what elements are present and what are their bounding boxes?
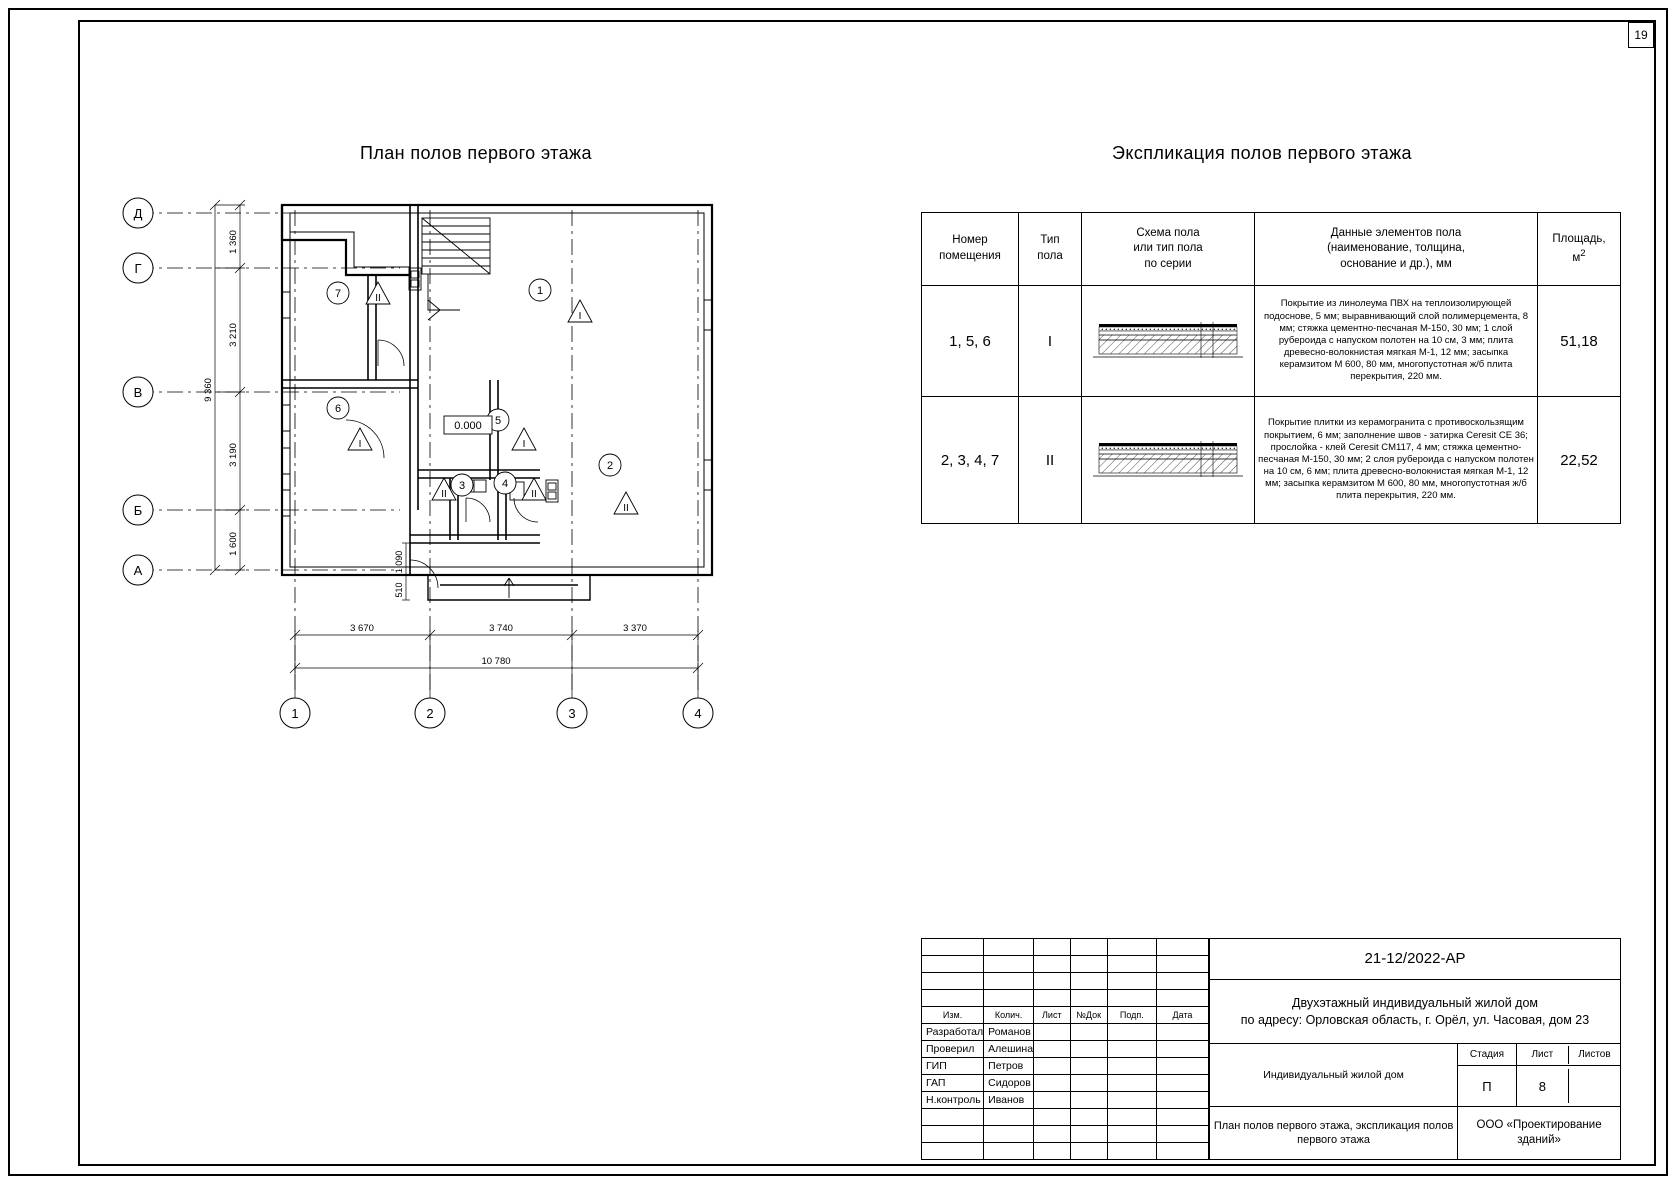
stamp-name-2: Петров xyxy=(984,1058,1034,1075)
svg-text:Г: Г xyxy=(134,261,142,276)
plan-title: План полов первого этажа xyxy=(360,143,592,163)
header-floor-data-l3: основание и др.), мм xyxy=(1340,257,1452,270)
stamp-col-kolich: Колич. xyxy=(984,1007,1034,1024)
company-name xyxy=(1458,1107,1621,1160)
svg-text:А: А xyxy=(133,563,143,578)
object-description-l2: по адресу: Орловская область, г. Орёл, ул. Часовая, дом 23 xyxy=(1240,1012,1590,1027)
stamp-role-0: Разработал xyxy=(922,1024,984,1041)
svg-text:1: 1 xyxy=(536,285,544,297)
title-block-left-grid xyxy=(921,938,1209,1160)
header-floor-type xyxy=(1019,213,1082,286)
header-floor-scheme xyxy=(1082,213,1255,286)
stamp-role-row xyxy=(922,1058,1209,1075)
svg-text:1: 1 xyxy=(291,706,299,721)
page-number-box: 19 xyxy=(1628,22,1654,48)
company-name-l1: ООО «Проектирование xyxy=(1476,1119,1602,1132)
svg-text:II: II xyxy=(375,293,381,304)
cell-floor-scheme xyxy=(1082,286,1255,397)
list-values xyxy=(1516,1066,1620,1107)
header-floor-data-l1: Данные элементов пола xyxy=(1330,226,1462,239)
svg-text:I: I xyxy=(522,439,526,450)
header-floor-type-l2: пола xyxy=(1037,250,1063,262)
object-description xyxy=(1210,979,1621,1043)
building-name: Индивидуальный жилой дом xyxy=(1210,1044,1458,1107)
header-floor-data-l2: (наименование, толщина, xyxy=(1327,242,1465,255)
svg-text:510: 510 xyxy=(394,582,404,598)
header-floor-type-l1: Тип xyxy=(1040,234,1060,247)
list-value: 8 xyxy=(1517,1069,1569,1103)
svg-text:II: II xyxy=(531,489,537,500)
stamp-role-row xyxy=(922,1075,1209,1092)
project-code-row xyxy=(1210,939,1621,980)
svg-text:3 210: 3 210 xyxy=(228,323,239,347)
svg-text:1 090: 1 090 xyxy=(394,550,404,574)
project-code: 21-12/2022-АР xyxy=(1210,939,1621,980)
stage-value: П xyxy=(1458,1066,1517,1107)
sheet-name-row xyxy=(1210,1107,1621,1160)
cell-room-numbers: 2, 3, 4, 7 xyxy=(922,397,1019,524)
header-floor-scheme-l2: или тип пола xyxy=(1133,242,1203,255)
cell-floor-scheme xyxy=(1082,397,1255,524)
stamp-empty-row xyxy=(922,956,1209,973)
svg-text:В: В xyxy=(133,385,143,400)
svg-text:II: II xyxy=(441,489,447,500)
stamp-col-ndok: №Док xyxy=(1070,1007,1107,1024)
svg-text:5: 5 xyxy=(494,415,502,427)
header-room-number xyxy=(922,213,1019,286)
stamp-empty-row xyxy=(922,990,1209,1007)
stamp-name-0: Романов xyxy=(984,1024,1034,1041)
cell-floor-data: Покрытие плитки из керамогранита с противоскользящим покрытием, 6 мм; заполнение швов - затирка Ceresit CE 36; прослойка - клей Ceresit CM117, 4 мм; стяжка цементно-песчаная М-150, 30 мм; 2 слоя рубероида с напуском полотен на 10 см, 6 мм; плита древесно-волокнистая мягкая М-1, 12 мм; засыпка керамзитом М 600, 80 мм, многопустотная ж/б плита перекрытия, 220 мм. xyxy=(1255,397,1538,524)
title-block-right-grid xyxy=(1209,938,1621,1160)
lists-value xyxy=(1568,1069,1620,1103)
svg-text:3: 3 xyxy=(568,706,576,721)
sheet-name-l2: первого этажа xyxy=(1297,1134,1370,1147)
stamp-name-1: Алешина xyxy=(984,1041,1034,1058)
header-area-l2: $м^2$ xyxy=(1572,247,1586,264)
object-row xyxy=(1210,979,1621,1043)
header-area-unit: м xyxy=(1572,251,1581,264)
table-row xyxy=(922,286,1621,397)
svg-text:2: 2 xyxy=(426,706,434,721)
svg-text:0.000: 0.000 xyxy=(454,420,482,432)
svg-text:4: 4 xyxy=(501,478,509,490)
svg-text:3 670: 3 670 xyxy=(350,623,374,634)
stamp-empty-row xyxy=(922,1143,1209,1160)
title-block xyxy=(921,938,1621,1160)
cell-floor-data: Покрытие из линолеума ПВХ на теплоизолирующей подоснове, 5 мм; выравнивающий слой полимерцемента, 8 мм; стяжка цементно-песчаная М-150, 30 мм; 1 слой рубероида с напуском полотен на 10 см, 3 мм; плита древесно-волокнистая мягкая М-1, 12 мм; засыпка керамзитом М 600, 80 мм, многопустотная ж/б плита перекрытия, 220 мм. xyxy=(1255,286,1538,397)
svg-text:10 780: 10 780 xyxy=(481,656,511,667)
stamp-empty-row xyxy=(922,1109,1209,1126)
header-area xyxy=(1538,213,1621,286)
svg-text:3 190: 3 190 xyxy=(228,443,239,467)
stamp-role-2: ГИП xyxy=(922,1058,984,1075)
stamp-name-3: Сидоров xyxy=(984,1075,1034,1092)
svg-text:1 360: 1 360 xyxy=(228,230,239,254)
svg-text:I: I xyxy=(578,311,582,322)
building-and-stage-row xyxy=(1210,1044,1621,1066)
svg-text:I: I xyxy=(358,439,362,450)
stamp-role-1: Проверил xyxy=(922,1041,984,1058)
svg-text:9 360: 9 360 xyxy=(203,378,214,402)
list-headers xyxy=(1516,1044,1620,1066)
stamp-name-4: Иванов xyxy=(984,1092,1034,1109)
object-description-l1: Двухэтажный индивидуальный жилой дом xyxy=(1292,995,1538,1010)
floor-explication-table xyxy=(921,212,1621,524)
header-room-number-l2: помещения xyxy=(939,250,1001,262)
sheet-name-l1: План полов первого этажа, экспликация полов xyxy=(1213,1119,1454,1132)
explication-title: Экспликация полов первого этажа xyxy=(1112,143,1412,163)
stamp-empty-row xyxy=(922,973,1209,990)
svg-text:Б: Б xyxy=(133,503,143,518)
list-header: Лист xyxy=(1517,1046,1569,1064)
stamp-col-data: Дата xyxy=(1156,1007,1208,1024)
cell-floor-type: I xyxy=(1019,286,1082,397)
header-floor-scheme-l1: Схема пола xyxy=(1136,226,1200,239)
header-room-number-l1: Номер xyxy=(952,234,988,247)
cell-area: 22,52 xyxy=(1538,397,1621,524)
company-name-l2: зданий» xyxy=(1517,1134,1561,1147)
svg-text:Д: Д xyxy=(133,206,143,221)
svg-text:2: 2 xyxy=(606,460,614,472)
stamp-role-4: Н.контроль xyxy=(922,1092,984,1109)
stamp-col-list: Лист xyxy=(1034,1007,1070,1024)
stamp-col-podp: Подп. xyxy=(1107,1007,1156,1024)
stamp-empty-row xyxy=(922,939,1209,956)
stamp-empty-row xyxy=(922,1126,1209,1143)
stamp-role-row xyxy=(922,1092,1209,1109)
floor-plan xyxy=(110,180,810,750)
svg-text:II: II xyxy=(623,503,629,514)
header-area-l1: Площадь, xyxy=(1552,233,1606,246)
svg-text:3 370: 3 370 xyxy=(623,623,647,634)
svg-text:7: 7 xyxy=(334,288,342,300)
stamp-role-row xyxy=(922,1041,1209,1058)
sheet-name xyxy=(1210,1107,1458,1160)
floor-layers-diagram-2 xyxy=(1093,439,1243,481)
stamp-role-3: ГАП xyxy=(922,1075,984,1092)
cell-room-numbers: 1, 5, 6 xyxy=(922,286,1019,397)
svg-text:1 600: 1 600 xyxy=(228,532,239,556)
svg-text:3 740: 3 740 xyxy=(489,623,513,634)
cell-area: 51,18 xyxy=(1538,286,1621,397)
lists-header: Листов xyxy=(1578,1049,1611,1061)
header-floor-data xyxy=(1255,213,1538,286)
svg-text:4: 4 xyxy=(694,706,702,721)
stamp-column-headers xyxy=(922,1007,1209,1024)
header-floor-scheme-l3: по серии xyxy=(1144,257,1192,270)
stage-header: Стадия xyxy=(1458,1044,1517,1066)
table-header-row xyxy=(922,213,1621,286)
svg-text:6: 6 xyxy=(334,403,342,415)
table-row xyxy=(922,397,1621,524)
stamp-col-izm: Изм. xyxy=(922,1007,984,1024)
svg-text:3: 3 xyxy=(458,480,466,492)
floor-layers-diagram-1 xyxy=(1093,320,1243,362)
stamp-role-row xyxy=(922,1024,1209,1041)
cell-floor-type: II xyxy=(1019,397,1082,524)
